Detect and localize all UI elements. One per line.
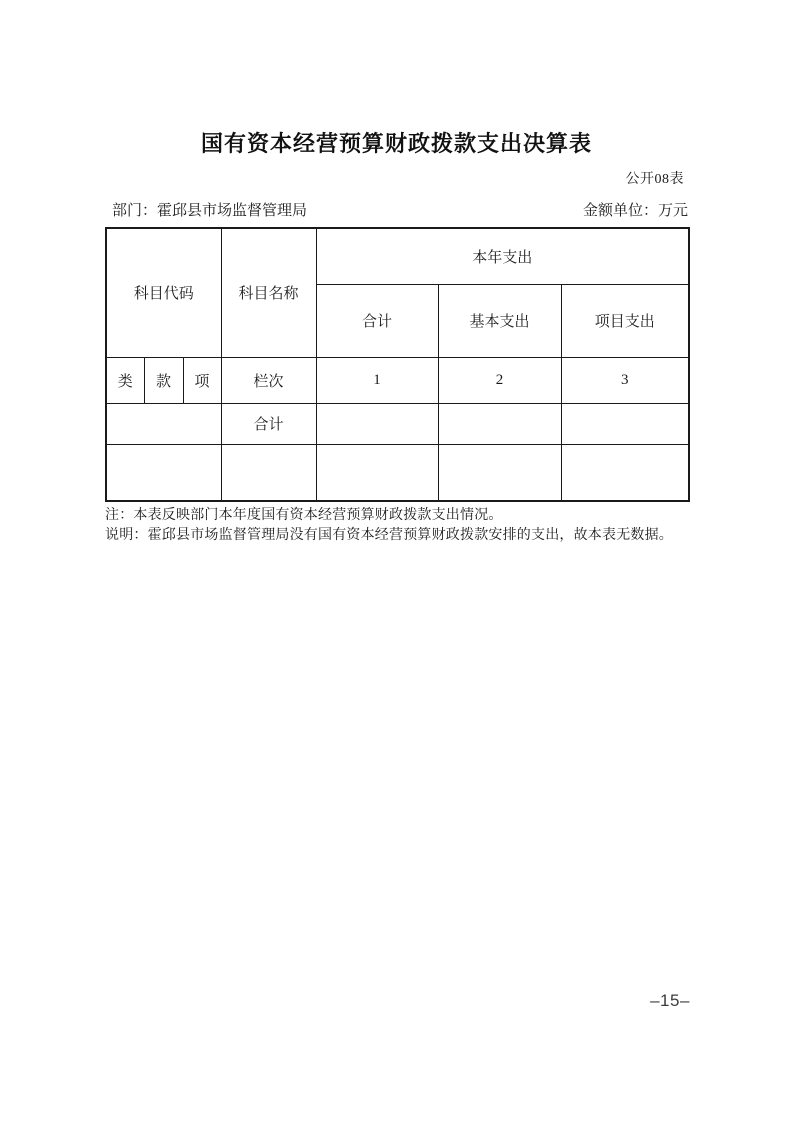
header-current-year-expenditure: 本年支出 — [316, 228, 689, 284]
code-level-category: 类 — [106, 357, 144, 403]
column-number-1: 1 — [316, 357, 438, 403]
meta-row — [105, 199, 688, 220]
page-content — [105, 168, 688, 546]
table-cell-empty — [438, 444, 561, 501]
table-cell-empty — [561, 444, 689, 501]
page-number: –15– — [650, 991, 690, 1010]
code-level-item: 项 — [183, 357, 221, 403]
header-subject-code: 科目代码 — [106, 228, 221, 357]
budget-expenditure-table — [105, 227, 690, 502]
unit-label: 金额单位：万元 — [582, 203, 688, 219]
column-index-label: 栏次 — [221, 357, 316, 403]
header-basic-expenditure: 基本支出 — [438, 284, 561, 357]
column-number-2: 2 — [438, 357, 561, 403]
header-project-expenditure: 项目支出 — [561, 284, 689, 357]
department-label: 部门：霍邱县市场监督管理局 — [112, 203, 308, 219]
table-cell-empty — [106, 444, 221, 501]
table-cell-empty — [221, 444, 316, 501]
table-cell-empty — [316, 403, 438, 444]
header-row-1 — [106, 228, 689, 284]
header-total: 合计 — [316, 284, 438, 357]
table-cell-empty — [106, 403, 221, 444]
table-cell-empty — [438, 403, 561, 444]
page-title: 国有资本经营预算财政拨款支出决算表 — [200, 131, 592, 156]
table-code-label: 公开08表 — [625, 172, 684, 187]
code-level-section: 款 — [144, 357, 183, 403]
total-row-label: 合计 — [221, 403, 316, 444]
explanation-line: 说明：霍邱县市场监督管理局没有国有资本经营预算财政拨款安排的支出，故本表无数据。 — [105, 528, 673, 543]
notes-block — [105, 506, 688, 546]
empty-data-row — [106, 444, 689, 501]
column-number-3: 3 — [561, 357, 689, 403]
note-line: 注：本表反映部门本年度国有资本经营预算财政拨款支出情况。 — [105, 508, 503, 523]
total-row — [106, 403, 689, 444]
table-cell-empty — [316, 444, 438, 501]
table-cell-empty — [561, 403, 689, 444]
column-index-row — [106, 357, 689, 403]
header-subject-name: 科目名称 — [221, 228, 316, 357]
